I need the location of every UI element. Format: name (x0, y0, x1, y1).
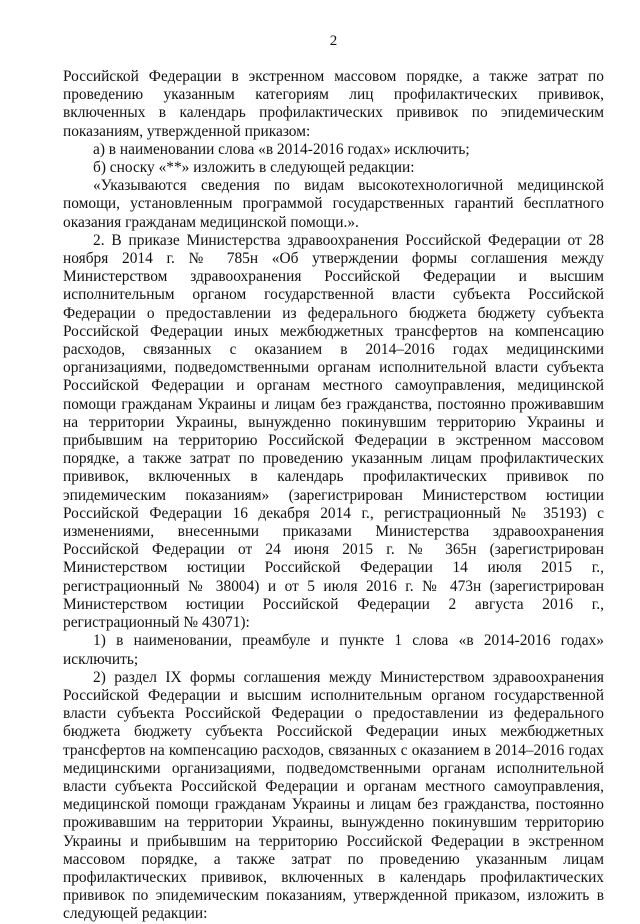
paragraph-item-a: а) в наименовании слова «в 2014-2016 годах» исключить; (93, 140, 470, 158)
page-number: 2 (329, 33, 338, 49)
paragraph-quote: «Указываются сведения по видам высокотехнологичной медицинской помощи, установленным программой государственных гарантий бесплатного оказания гражданам медицинской помощи.». (63, 177, 604, 231)
document-body (63, 68, 604, 924)
paragraph-subpoint-1: 1) в наименовании, преамбуле и пункте 1 слова «в 2014-2016 годах» исключить; (63, 632, 604, 668)
paragraph-point-2: 2. В приказе Министерства здравоохранения Российской Федерации от 28 ноября 2014 г. № 785н «Об утверждении формы соглашения между Министерством здравоохранения Российской Федерации и высшим исполнительным органом государственной власти субъекта Российской Федерации о предоставлении из федерального бюджета бюджету субъекта Российской Федерации иных межбюджетных трансфертов на компенсацию расходов, связанных с оказанием в 2014–2016 годах медицинскими организациями, подведомственными органам исполнительной власти субъекта Российской Федерации и органам местного самоуправления, медицинской помощи гражданам Украины и лицам без гражданства, постоянно проживавшим на территории Украины, вынужденно покинувшим территорию Украины и прибывшим на территорию Российской Федерации в экстренном массовом порядке, а также затрат по проведению указанным лицам профилактических прививок, включенных в календарь профилактических прививок по эпидемическим показаниям» (зарегистрирован Министерством юстиции Российской Федерации 16 декабря 2014 г., регистрационный № 35193) с изменениями, внесенными приказами Министерства здравоохранения Российской Федерации от 24 июня 2015 г. № 365н (зарегистрирован Министерством юстиции Российской Федерации 14 июля 2015 г., регистрационный № 38004) и от 5 июля 2016 г. № 473н (зарегистрирован Министерством юстиции Российской Федерации 2 августа 2016 г., регистрационный № 43071): (63, 231, 604, 632)
paragraph-subpoint-2: 2) раздел IX формы соглашения между Министерством здравоохранения Российской Федерации и высшим исполнительным органом государственной власти субъекта Российской Федерации о предоставлении из федерального бюджета бюджету субъекта Российской Федерации иных межбюджетных трансфертов на компенсацию расходов, связанных с оказанием в 2014–2016 годах медицинскими организациями, подведомственными органам исполнительной власти субъекта Российской Федерации и органам местного самоуправления, медицинской помощи гражданам Украины и лицам без гражданства, постоянно проживавшим на территории Украины, вынужденно покинувшим территорию Украины и прибывшим на территорию Российской Федерации в экстренном массовом порядке, а также затрат по проведению указанным лицам профилактических прививок, включенных в календарь профилактических прививок по эпидемическим показаниям, утвержденной приказом, изложить в следующей редакции: (63, 668, 604, 923)
paragraph-continuation: Российской Федерации в экстренном массовом порядке, а также затрат по проведению указанным категориям лиц профилактических прививок, включенных в календарь профилактических прививок по эпидемическим показаниям, утвержденной приказом: (63, 68, 604, 140)
paragraph-item-b: б) сноску «**» изложить в следующей редакции: (93, 159, 415, 177)
